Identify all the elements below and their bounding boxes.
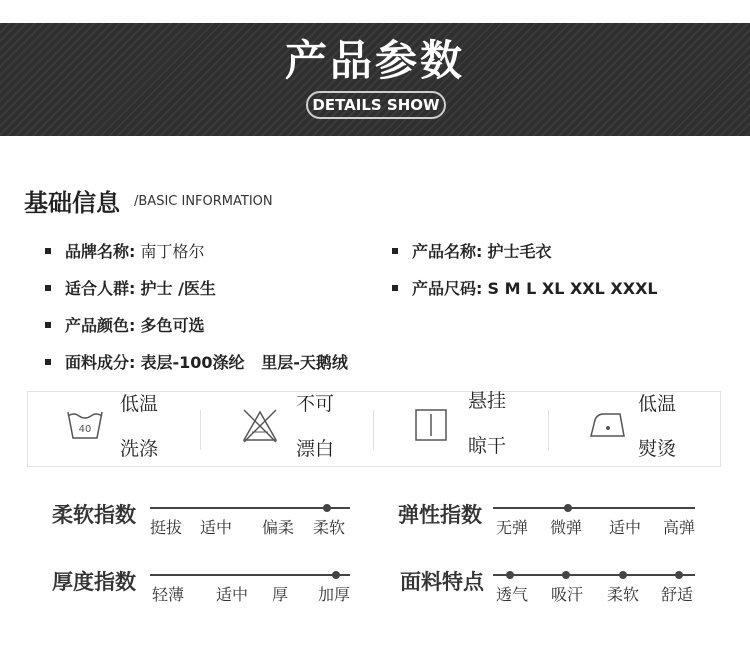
care-text-line1: 低温	[120, 393, 159, 415]
meter-label: 柔软	[607, 585, 640, 604]
svg-text:40: 40	[78, 424, 92, 435]
meter-label: 适中	[216, 585, 249, 604]
header-banner	[0, 23, 750, 136]
meter-label: 适中	[200, 518, 233, 537]
meter-label: 微弹	[550, 518, 583, 537]
fabric-feature-meter-track	[493, 574, 695, 576]
meter-label: 加厚	[318, 585, 351, 604]
meter-label: 透气	[496, 585, 529, 604]
meter-label: 偏柔	[262, 518, 295, 537]
fabric-feature-marker	[675, 571, 683, 579]
softness-meter-title: 柔软指数	[52, 503, 136, 527]
info-item-audience	[45, 276, 216, 299]
info-value: 护士 /医生	[140, 279, 216, 298]
fabric-feature-marker	[506, 571, 514, 579]
section-subtitle: /BASIC INFORMATION	[134, 194, 273, 209]
no-bleach-icon	[240, 406, 280, 444]
meter-label: 适中	[609, 518, 642, 537]
section-title: 基础信息	[24, 189, 120, 217]
thickness-meter-title: 厚度指数	[52, 570, 136, 594]
info-value: 多色可选	[140, 316, 205, 335]
divider	[548, 410, 549, 450]
fabric-feature-meter-title: 面料特点	[400, 570, 484, 594]
info-value: 南丁格尔	[140, 242, 205, 261]
thickness-meter-marker	[332, 571, 340, 579]
info-item-brand	[45, 239, 205, 262]
info-value: S M L XL XXL XXXL	[487, 279, 658, 298]
meter-label: 厚	[272, 585, 289, 604]
meter-label: 挺拔	[150, 518, 183, 537]
info-label: 适合人群:	[65, 279, 136, 298]
elasticity-meter-title: 弹性指数	[398, 503, 482, 527]
divider	[200, 410, 201, 450]
bullet-icon	[45, 248, 51, 254]
care-text-line2: 洗涤	[120, 438, 159, 460]
thickness-meter-track	[150, 574, 350, 576]
bullet-icon	[45, 359, 51, 365]
meter-label: 轻薄	[152, 585, 185, 604]
low-iron-icon	[588, 410, 628, 440]
elasticity-meter-track	[493, 507, 695, 509]
softness-meter-track	[150, 507, 350, 509]
meter-label: 柔软	[313, 518, 346, 537]
bullet-icon	[392, 248, 398, 254]
care-text-line1: 低温	[638, 393, 677, 415]
info-item-sizes	[392, 276, 658, 299]
bullet-icon	[45, 285, 51, 291]
wash-40-icon	[66, 408, 104, 442]
elasticity-meter-marker	[564, 504, 572, 512]
info-value: 护士毛衣	[487, 242, 552, 261]
info-item-color	[45, 313, 205, 336]
care-text-line2: 熨烫	[638, 438, 677, 460]
info-item-fabric	[45, 350, 348, 373]
care-instructions-box	[27, 391, 721, 467]
meter-label: 舒适	[661, 585, 694, 604]
divider	[373, 410, 374, 450]
care-text-line2: 漂白	[296, 438, 335, 460]
meter-label: 吸汗	[551, 585, 584, 604]
info-item-product-name	[392, 239, 552, 262]
bullet-icon	[45, 322, 51, 328]
info-label: 产品尺码:	[412, 279, 483, 298]
bullet-icon	[392, 285, 398, 291]
fabric-feature-marker	[619, 571, 627, 579]
info-label: 产品名称:	[412, 242, 483, 261]
banner-subtitle-pill: DETAILS SHOW	[306, 91, 446, 119]
info-label: 产品颜色:	[65, 316, 136, 335]
hang-dry-icon	[414, 408, 448, 442]
info-value: 表层-100涤纶 里层-天鹅绒	[140, 353, 348, 372]
fabric-feature-marker	[562, 571, 570, 579]
care-text-line2: 晾干	[468, 435, 507, 457]
softness-meter-marker	[323, 504, 331, 512]
meter-label: 高弹	[663, 518, 696, 537]
info-label: 面料成分:	[65, 353, 136, 372]
meter-label: 无弹	[496, 518, 529, 537]
info-label: 品牌名称:	[65, 242, 136, 261]
banner-title: 产品参数	[284, 36, 465, 85]
care-text-line1: 悬挂	[468, 390, 507, 412]
care-text-line1: 不可	[296, 393, 335, 415]
